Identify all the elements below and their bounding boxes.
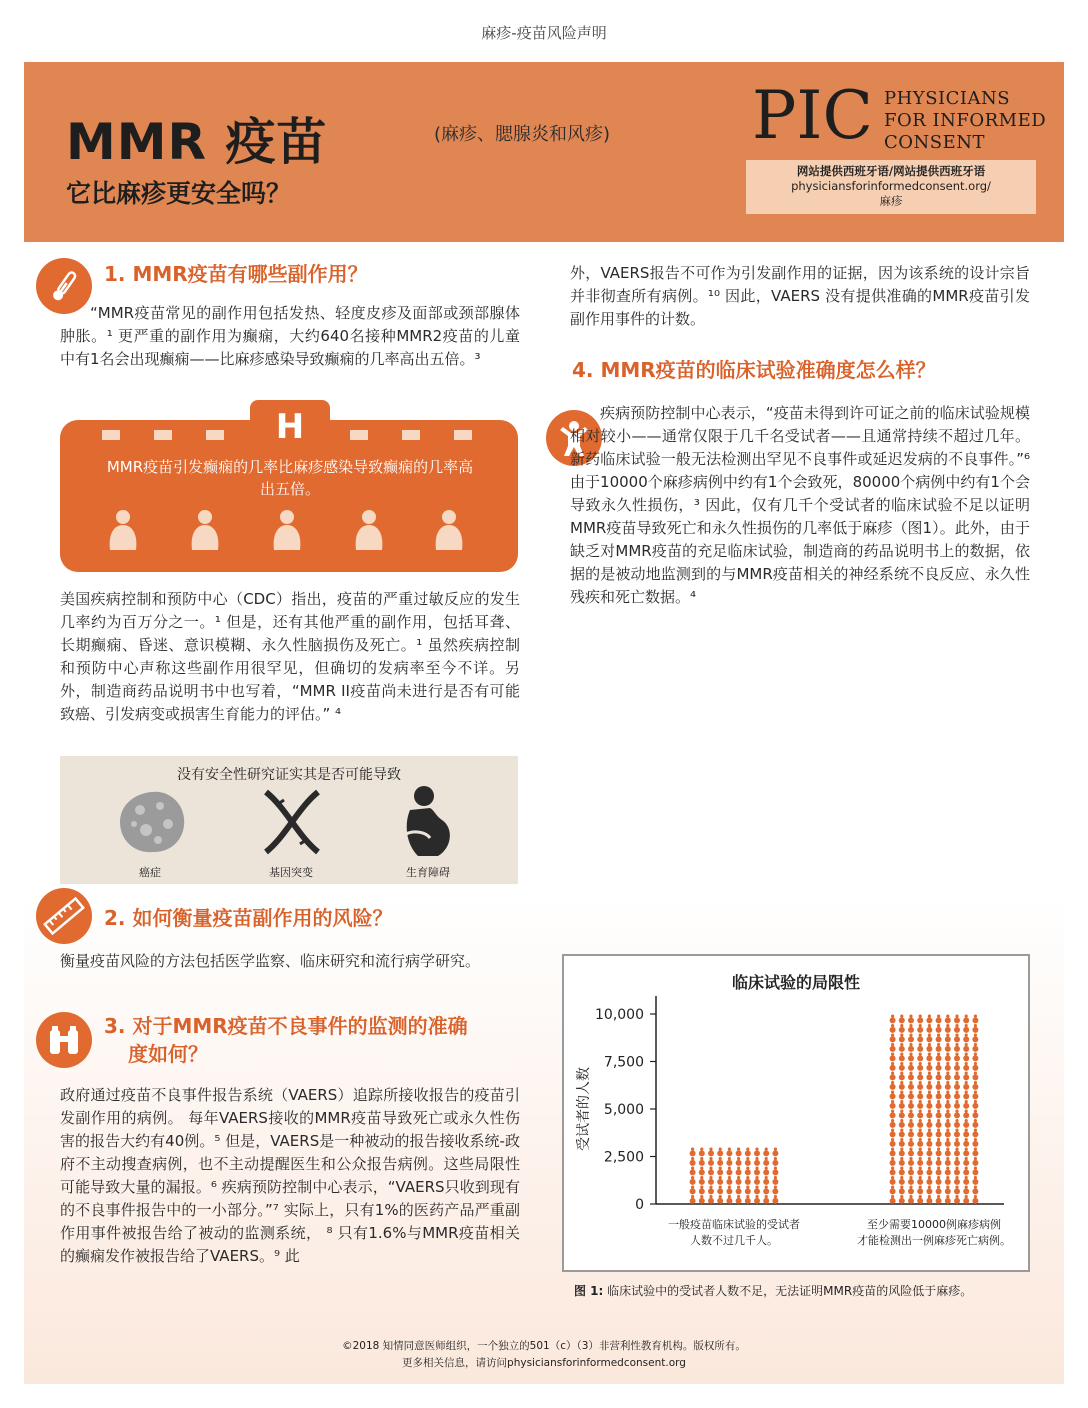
- figure-label: 图 1:: [574, 1284, 604, 1298]
- org-line-1: PHYSICIANS: [884, 88, 1011, 109]
- figure-caption: [574, 1282, 972, 1299]
- section-2-paragraph: 衡量疫苗风险的方法包括医学监察、临床研究和流行病学研究。: [60, 952, 481, 970]
- chart-plot: [564, 956, 1028, 1270]
- baby-icon: [426, 508, 472, 552]
- y-tick-label: 10,000: [595, 1007, 644, 1023]
- binoculars-icon: [36, 1012, 92, 1068]
- organization-name: [884, 88, 1046, 154]
- category-label: 一般疫苗临床试验的受试者: [668, 1218, 800, 1231]
- clinical-trial-chart: [562, 954, 1030, 1272]
- window-icon: [206, 430, 224, 440]
- org-line-2: FOR INFORMED: [884, 110, 1047, 131]
- chart-title: 临床试验的局限性: [731, 973, 860, 992]
- bar-2: [890, 1015, 979, 1204]
- section-4-paragraph: 疾病预防控制中心表示，“疫苗未得到许可证之前的临床试验规模相对较小——通常仅限于几千名受试者——且通常持续不超过几年。 新药临床试验一般无法检测出罕见不良事件或延迟发病的不良事件。”⁶ 由于10000个麻疹病例中约有1个会致死，80000个病例中约有1个会导致永久性损伤，³ 因此，仅有几千个受试者的临床试验不足以证明MMR疫苗导致死亡和永久性损伤的几率低于麻疹（图1）。此外，由于缺乏对MMR疫苗的充足临床试验，制造商的药品说明书上的数据，依据的是被动地监测到的与MMR疫苗相关的神经系统不良反应、永久性残疾和死亡数据。⁴: [570, 404, 1030, 606]
- no-safety-study-panel: [60, 756, 518, 884]
- baby-icon: [346, 508, 392, 552]
- panel-title: 没有安全性研究证实其是否可能导致: [177, 767, 401, 783]
- section-3-paragraph: 政府通过疫苗不良事件报告系统（VAERS）追踪所接收报告的疫苗引发副作用的病例。 每年VAERS接收的MMR疫苗导致死亡或永久性伤害的报告大约有40例。⁵ 但是，VAERS是一种被动的报告接收系统-政府不主动搜查病例，也不主动提醒医生和公众报告病例。这些局限性可能导致大量的漏报。⁶ 疾病预防控制中心表示，“VAERS只收到现有的不良事件报告中的一小部分。”⁷ 实际上，只有1%的医药产品严重副作用事件被报告给了被动的监测系统， ⁸ 只有1.6%与MMR疫苗相关的癫痫发作被报告给了VAERS。⁹ 此: [60, 1086, 520, 1265]
- window-icon: [350, 430, 368, 440]
- window-icon: [454, 430, 472, 440]
- label-gene-mutation: 基因突变: [269, 866, 313, 879]
- baby-icon: [182, 508, 228, 552]
- page-title: MMR 疫苗: [66, 113, 328, 171]
- section-3-title: [104, 1012, 468, 1068]
- footer: [0, 1338, 1088, 1372]
- category-label: 至少需要10000例麻疹病例: [867, 1218, 1001, 1231]
- pregnant-woman-icon: [396, 784, 456, 860]
- window-icon: [102, 430, 120, 440]
- section-1-title: 1. MMR疫苗有哪些副作用？: [104, 262, 368, 286]
- hospital-infographic: [60, 400, 520, 572]
- vaccine-components: (麻疹、腮腺炎和风疹): [434, 124, 611, 145]
- section-3-title-line-1: 3. 对于MMR疫苗不良事件的监测的准确: [104, 1014, 468, 1038]
- hospital-caption: MMR疫苗引发癫痫的几率比麻疹感染导致癫痫的几率高出五倍。: [106, 458, 474, 498]
- baby-icon: [264, 508, 310, 552]
- window-icon: [154, 430, 172, 440]
- header-banner: [24, 62, 1064, 242]
- baby-icon: [100, 508, 146, 552]
- section-3-title-line-2: 度如何？: [128, 1042, 208, 1066]
- ruler-icon: [36, 888, 92, 944]
- y-tick-label: 7,500: [603, 1054, 644, 1071]
- y-tick-label: 5,000: [603, 1102, 644, 1118]
- page-subtitle: 它比麻疹更安全吗？: [66, 179, 292, 208]
- y-tick-label: 0: [635, 1197, 644, 1213]
- section-1-paragraph-2: 美国疾病控制和预防中心（CDC）指出，疫苗的严重过敏反应的发生几率约为百万分之一。¹ 但是，还有其他严重的副作用，包括耳聋、长期癫痫、昏迷、意识模糊、永久性脑损伤及死亡。¹ 虽然疾病控制和预防中心声称这些副作用很罕见，但确切的发病率至今不详。另外，制造商药品说明书中也写着，“MMR II疫苗尚未进行是否有可能致癌、引发病变或损害生育能力的评估。” ⁴: [60, 590, 520, 723]
- website-box[interactable]: [746, 160, 1036, 214]
- copyright: ©2018 知情同意医师组织，一个独立的501（c）（3）非营利性教育机构。版权所有。: [342, 1340, 746, 1352]
- label-fertility: 生育障碍: [406, 866, 450, 879]
- pic-logo: PIC: [752, 77, 873, 154]
- org-line-3: CONSENT: [884, 132, 986, 153]
- category-label: 才能检测出一例麻疹死亡病例。: [857, 1234, 1011, 1247]
- section-4-title: 4. MMR疫苗的临床试验准确度怎么样？: [572, 358, 936, 382]
- more-info: 更多相关信息，请访问physiciansforinformedconsent.org: [402, 1357, 686, 1369]
- site-line-1: 网站提供西班牙语/网站提供西班牙语: [796, 164, 986, 178]
- bar-1: [690, 1148, 779, 1204]
- dna-icon: [256, 786, 328, 858]
- document-title: 麻疹-疫苗风险声明: [481, 24, 607, 42]
- y-axis-label: 受试者的人数: [576, 1067, 592, 1151]
- y-tick-label: 2,500: [603, 1149, 644, 1166]
- cancer-cell-icon: [116, 788, 188, 856]
- window-icon: [402, 430, 420, 440]
- hospital-sign: H: [250, 400, 330, 452]
- category-label: 人数不过几千人。: [690, 1234, 778, 1247]
- figure-text: 临床试验中的受试者人数不足，无法证明MMR疫苗的风险低于麻疹。: [603, 1284, 973, 1298]
- section-3-paragraph-continued: 外，VAERS报告不可作为引发副作用的证据，因为该系统的设计宗旨并非彻查所有病例。¹⁰ 因此，VAERS 没有提供准确的MMR疫苗引发副作用事件的计数。: [570, 264, 1030, 328]
- label-cancer: 癌症: [139, 866, 161, 879]
- site-line-2[interactable]: physiciansforinformedconsent.org/: [791, 179, 991, 193]
- section-2-title: 2. 如何衡量疫苗副作用的风险？: [104, 906, 393, 930]
- site-line-3: 麻疹: [879, 194, 903, 208]
- section-1-paragraph-1: “MMR疫苗常见的副作用包括发热、轻度皮疹及面部或颈部腺体肿胀。¹ 更严重的副作用为癫痫，大约640名接种MMR2疫苗的儿童中有1名会出现癫痫——比麻疹感染导致癫痫的几率高出五倍。³: [60, 304, 520, 368]
